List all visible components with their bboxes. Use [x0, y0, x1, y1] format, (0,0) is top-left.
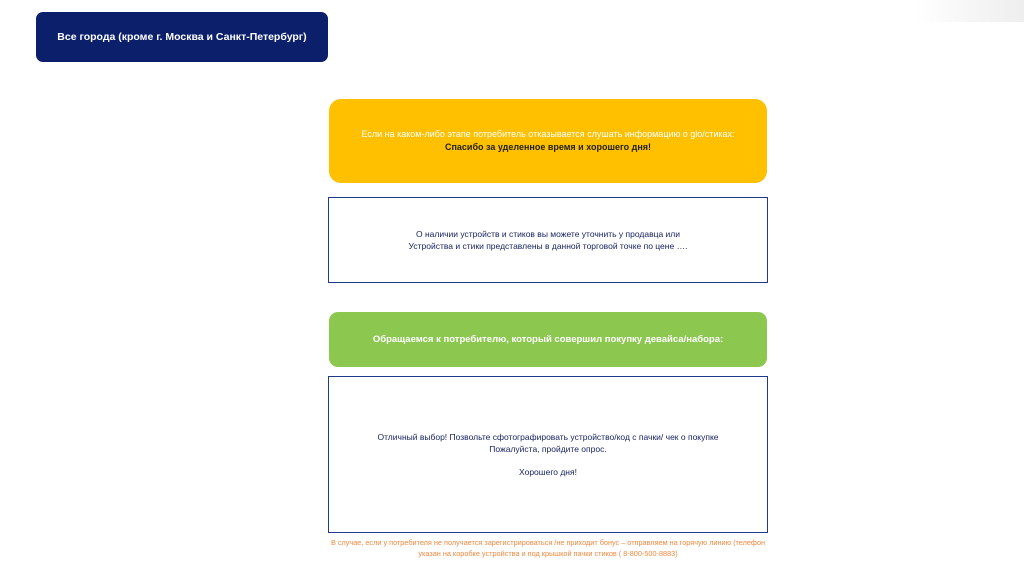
page-title: Все города (кроме г. Москва и Санкт-Петербург) — [57, 31, 307, 43]
refusal-condition-text: Если на каком-либо этапе потребитель отказывается слушать информацию о glo/стиках: — [361, 129, 735, 139]
refusal-box — [329, 99, 767, 183]
purchase-box-title: Обращаемся к потребителю, который совершил покупку девайса/набора: — [372, 334, 724, 345]
purchase-message-line-1: Отличный выбор! Позвольте сфотографировать устройство/код с пачки/ чек о покупке — [377, 432, 719, 442]
availability-line-1: О наличии устройств и стиков вы можете уточнить у продавца или — [415, 229, 681, 239]
purchase-box — [329, 312, 767, 367]
corner-decoration — [914, 0, 1024, 22]
purchase-message-line-3: Хорошего дня! — [519, 467, 577, 477]
footer-line-2: указан на коробке устройства и под крышкой пачки стиков ( 8-800-500-8883) — [418, 548, 678, 558]
footer-line-1: В случае, если у потребителя не получается зарегистрироваться /не приходит бонус – отправляем на горячую линию (телефон — [330, 538, 766, 547]
purchase-message-line-2: Пожалуйста, пройдите опрос. — [489, 444, 607, 454]
availability-line-2: Устройства и стики представлены в данной торговой точке по цене …. — [408, 241, 688, 251]
footer-note — [300, 538, 796, 559]
availability-box — [328, 197, 768, 283]
page-title-box — [36, 12, 328, 62]
purchase-message-box — [328, 376, 768, 533]
refusal-reply-text: Спасибо за уделенное время и хорошего дня! — [444, 142, 652, 152]
